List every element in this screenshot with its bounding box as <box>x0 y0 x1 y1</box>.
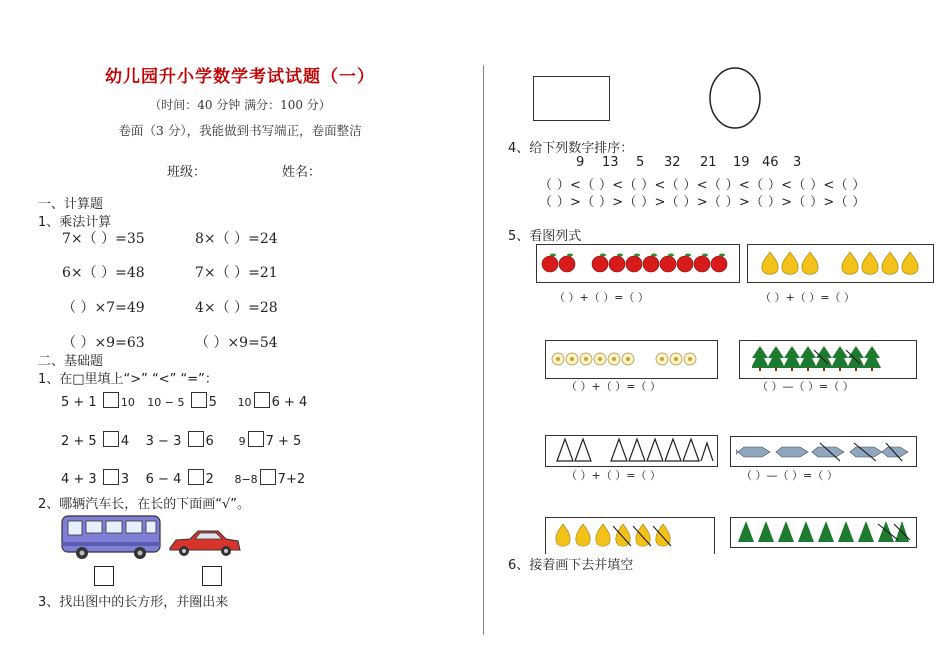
rectangle-shape[interactable] <box>533 76 610 121</box>
equation-blank[interactable]: （ ）—（ ）=（ ） <box>757 380 854 393</box>
section1-sub: 1、乘法计算 <box>38 215 112 230</box>
mult-item: 8×（ ）=24 <box>195 231 278 247</box>
fruit-row-icon <box>553 520 683 552</box>
continue-drawing-question: 6、接着画下去并填空 <box>508 558 634 573</box>
descending-row[interactable]: （ ）>（ ）>（ ）>（ ）>（ ）>（ ）>（ ）>（ ） <box>539 195 866 210</box>
neatness-note: 卷面（3 分），我能做到书写端正，卷面整洁 <box>118 123 362 138</box>
compare-expr: 4 + 3 <box>61 472 97 487</box>
sort-numbers <box>576 155 813 170</box>
section1-heading: 一、计算题 <box>38 197 104 212</box>
bus-question: 2、哪辆汽车长，在长的下面画“√”。 <box>38 497 251 512</box>
compare-expr: 3 − 3 <box>145 434 182 449</box>
fish-row-icon <box>736 441 912 463</box>
bus-icon <box>58 512 164 560</box>
mult-item: 7×（ ）=21 <box>195 265 278 281</box>
oval-shape[interactable] <box>707 66 763 130</box>
compare-expr: 6 − 4 <box>145 472 182 487</box>
mult-item: 7×（ ）=35 <box>62 231 145 247</box>
compare-row <box>61 431 301 449</box>
mult-item: 6×（ ）=48 <box>62 265 145 281</box>
answer-box[interactable] <box>103 469 119 485</box>
compare-row <box>61 469 305 487</box>
answer-box[interactable] <box>191 392 207 408</box>
compare-value: 10 <box>237 396 252 409</box>
mult-item: 4×（ ）=28 <box>195 300 278 316</box>
compare-value: 2 <box>205 472 214 487</box>
ascending-row[interactable]: （ ）<（ ）<（ ）<（ ）<（ ）<（ ）<（ ）<（ ） <box>539 178 866 193</box>
page-title: 幼儿园升小学数学考试试题（一） <box>105 67 375 87</box>
sort-number: 32 <box>664 155 681 170</box>
answer-box[interactable] <box>103 392 119 408</box>
tree-row-icon <box>752 344 902 374</box>
compare-value: 6 <box>205 434 214 449</box>
equation-blank[interactable]: （ ）—（ ）=（ ） <box>741 469 838 482</box>
name-label: 姓名： <box>282 165 322 180</box>
compare-expr: 7+2 <box>277 472 306 487</box>
compare-value: 5 <box>208 395 217 410</box>
tree-row2-icon <box>738 520 910 544</box>
answer-box[interactable] <box>188 469 204 485</box>
time-info: （时间：40 分钟 满分：100 分） <box>149 98 331 112</box>
sort-number: 21 <box>700 155 717 170</box>
flower-row-icon <box>550 348 714 370</box>
equation-blank[interactable]: （ ）+（ ）=（ ） <box>566 469 661 482</box>
answer-box[interactable] <box>248 431 264 447</box>
answer-box[interactable] <box>103 431 119 447</box>
triangle-row-icon <box>555 437 715 463</box>
compare-row <box>61 392 307 410</box>
section2-heading: 二、基础题 <box>38 354 104 369</box>
mult-item: （ ）×9=54 <box>195 335 278 351</box>
car-answer-box[interactable] <box>202 566 222 586</box>
answer-box[interactable] <box>188 431 204 447</box>
equation-blank[interactable]: （ ）+（ ）=（ ） <box>554 291 649 304</box>
sort-number: 13 <box>602 155 619 170</box>
compare-expr: 7 + 5 <box>265 434 302 449</box>
equation-blank[interactable]: （ ）+（ ）=（ ） <box>760 291 855 304</box>
equation-blank[interactable]: （ ）+（ ）=（ ） <box>566 380 661 393</box>
compare-expr: 2 + 5 <box>61 434 97 449</box>
rectangle-question: 3、找出图中的长方形，并圈出来 <box>38 595 229 610</box>
sort-number: 5 <box>636 155 645 170</box>
column-divider <box>483 65 484 635</box>
compare-expr: 6 + 4 <box>271 395 308 410</box>
compare-value: 4 <box>120 434 130 449</box>
compare-expr: 5 + 1 <box>61 395 97 410</box>
bus-answer-box[interactable] <box>94 566 114 586</box>
answer-box[interactable] <box>254 392 270 408</box>
compare-instruction: 1、在□里填上“>” “<” “=”： <box>38 372 218 387</box>
pear-row-icon <box>758 248 928 278</box>
sort-question: 4、给下列数字排序： <box>508 141 634 156</box>
sort-number: 3 <box>793 155 802 170</box>
apple-row-icon <box>540 250 736 276</box>
class-label: 班级： <box>167 165 207 180</box>
compare-value: 3 <box>120 472 130 487</box>
mult-item: （ ）×9=63 <box>62 335 145 351</box>
compare-expr: 10 − 5 <box>147 396 185 409</box>
compare-expr: 8−8 <box>234 473 258 486</box>
car-icon <box>166 528 244 560</box>
mult-item: （ ）×7=49 <box>62 300 145 316</box>
compare-value: 9 <box>238 435 246 448</box>
answer-box[interactable] <box>260 469 276 485</box>
compare-value: 10 <box>120 396 135 409</box>
sort-number: 19 <box>733 155 750 170</box>
sort-number: 46 <box>762 155 779 170</box>
sort-number: 9 <box>576 155 585 170</box>
picture-equation-question: 5、看图列式 <box>508 229 582 244</box>
